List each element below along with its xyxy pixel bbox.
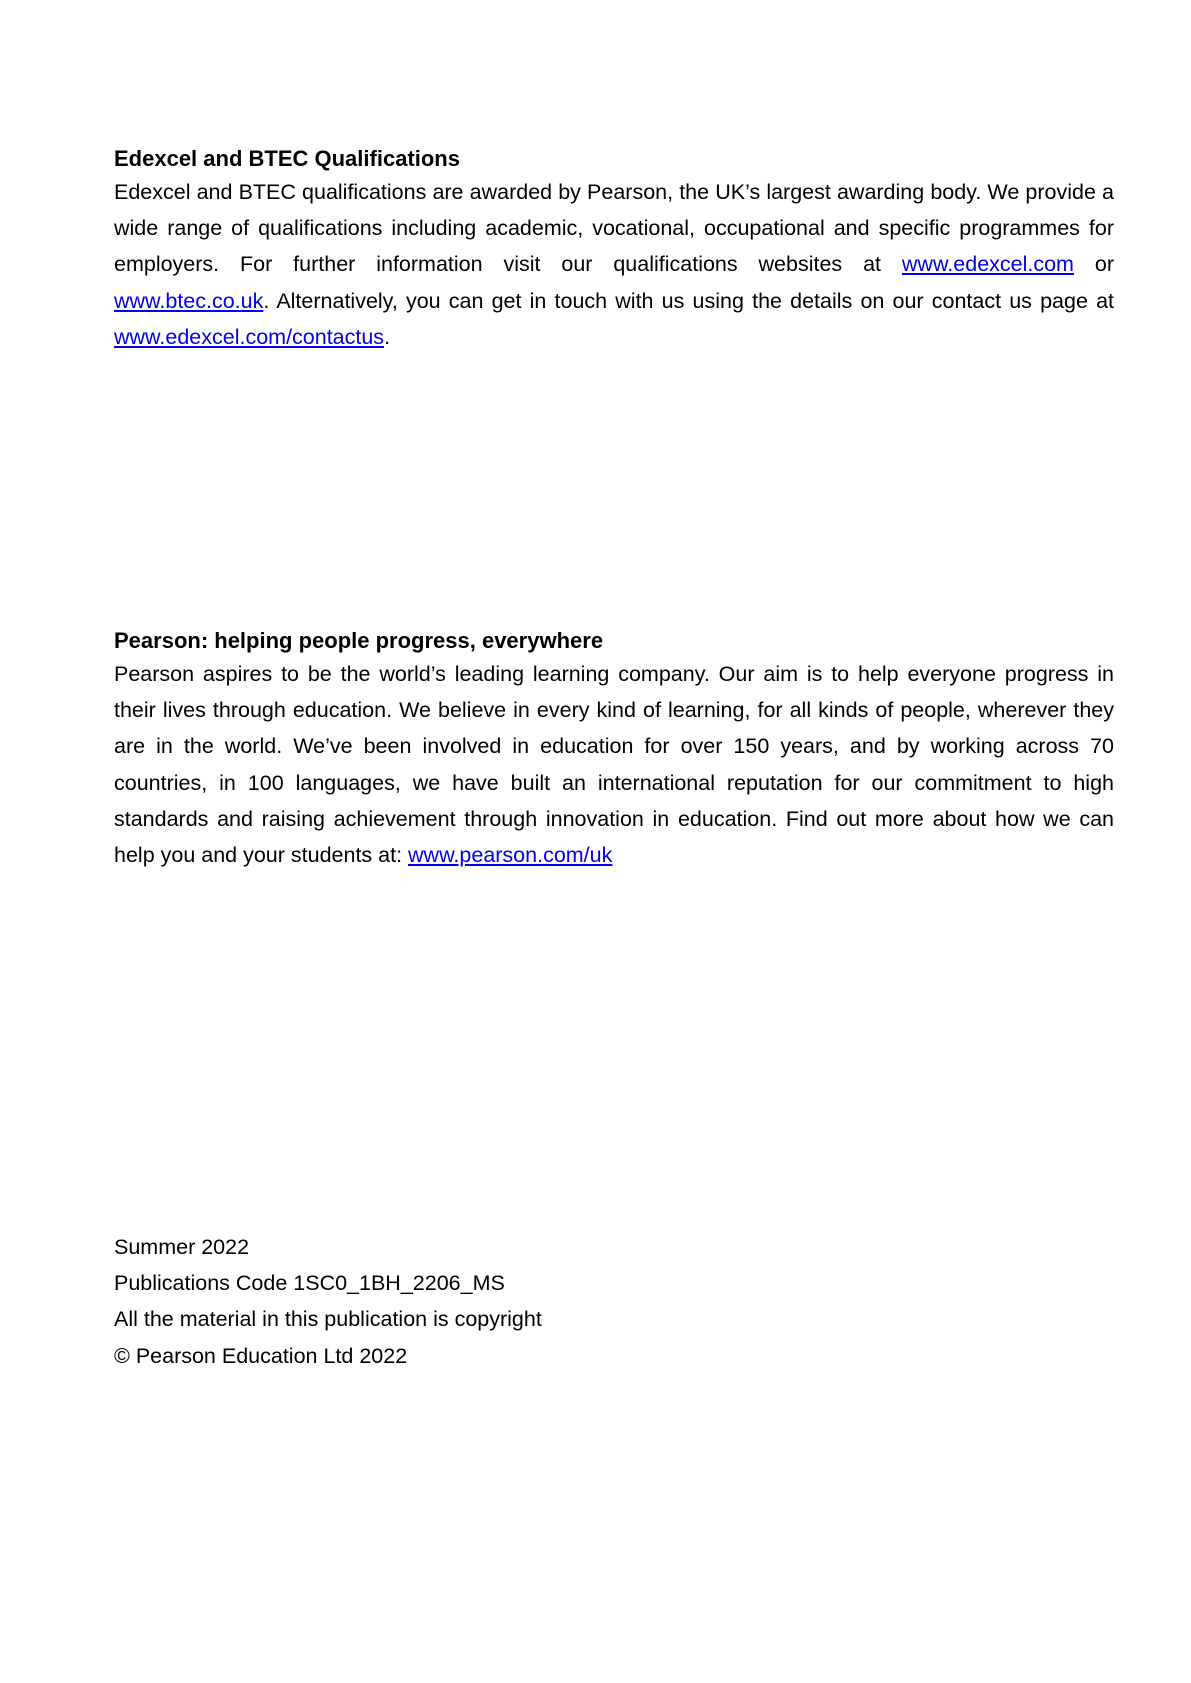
edexcel-website-link[interactable]: www.edexcel.com [901, 252, 1074, 277]
pearson-text-1: Pearson aspires to be the world’s leading learning company. Our aim is to help everyone progress in their lives through education. We believe in every kind of learning, for all kinds of people, wherever they are in the world. We’ve been involved in education for over 150 years, and by working across 70 countries, in 100 languages, we have built an international reputation for our commitment to high standards and raising achievement through innovation in education. Find out more about how we can help you and your students at: [114, 662, 1114, 868]
publication-footer [114, 1229, 1114, 1374]
publication-date: Summer 2022 [114, 1235, 250, 1259]
edexcel-text-2: or [1073, 252, 1114, 277]
copyright-holder: © Pearson Education Ltd 2022 [114, 1343, 408, 1368]
edexcel-paragraph [114, 174, 1114, 355]
publications-code: Publications Code 1SC0_1BH_2206_MS [114, 1271, 505, 1296]
edexcel-heading: Edexcel and BTEC Qualifications [114, 146, 460, 171]
pearson-section [114, 626, 1114, 873]
pearson-paragraph [114, 656, 1114, 873]
edexcel-text-3: . Alternatively, you can get in touch with us using the details on our contact us page at [263, 288, 1114, 313]
pearson-website-link[interactable]: www.pearson.com/uk [408, 843, 613, 868]
copyright-statement: All the material in this publication is copyright [114, 1307, 542, 1332]
btec-website-link[interactable]: www.btec.co.uk [114, 288, 264, 313]
edexcel-text-4: . [384, 324, 391, 349]
edexcel-text-1: Edexcel and BTEC qualifications are awarded by Pearson, the UK’s largest awarding body. We provide a wide range of qualifications including academic, vocational, occupational and specific programmes for employers. For further information visit our qualifications websites at [114, 180, 1114, 277]
edexcel-section [114, 144, 1114, 355]
pearson-heading: Pearson: helping people progress, everywhere [114, 628, 604, 653]
contact-us-link[interactable]: www.edexcel.com/contactus [114, 324, 385, 349]
